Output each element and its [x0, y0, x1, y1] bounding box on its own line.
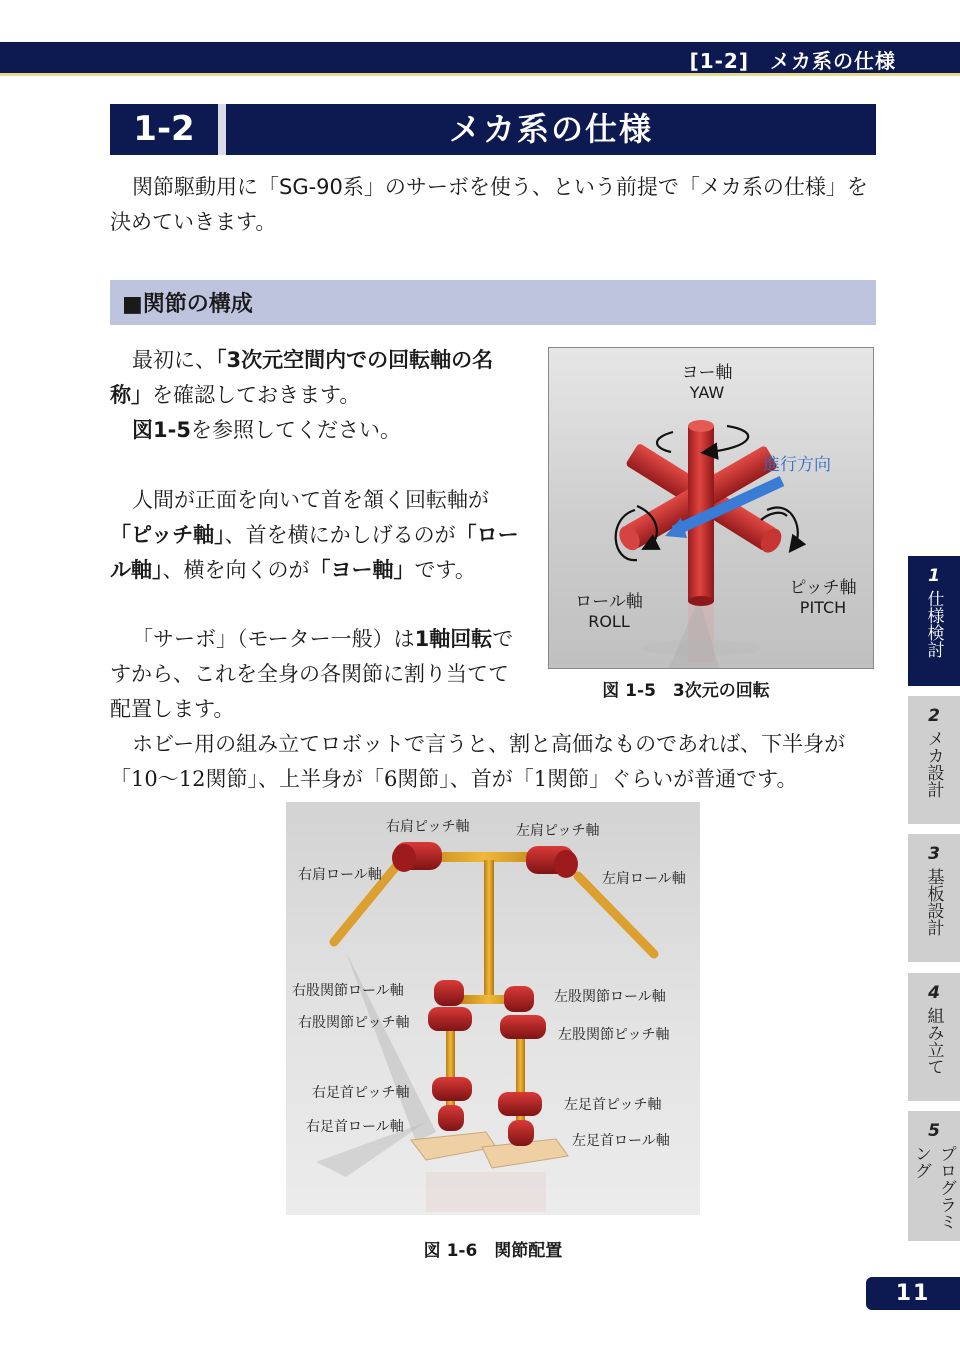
label-right-shoulder-pitch: 右肩ピッチ軸	[386, 819, 470, 835]
figure-joint-layout	[286, 802, 700, 1215]
figure-1-6-caption: 図 1-6 関節配置	[423, 1241, 563, 1261]
section-number: 1-2	[110, 104, 218, 155]
chapter-tab-1[interactable]: 1 仕様検討	[908, 556, 960, 686]
label-right-ankle-roll: 右足首ロール軸	[306, 1119, 404, 1135]
chapter-tab-3[interactable]: 3 基板設計	[908, 834, 960, 962]
roll-label-en: ROLL	[588, 612, 630, 631]
subheading-bar	[110, 280, 876, 325]
paragraph-axes: 人間が正面を向いて首を頷く回転軸が「ピッチ軸」、首を横にかしげるのが「ロール軸」、横を向くのが「ヨー軸」です。	[110, 488, 519, 582]
label-right-hip-pitch: 右股関節ピッチ軸	[298, 1015, 410, 1031]
paragraph-servo: 「サーボ」（モーター一般）は1軸回転ですから、これを全身の各関節に割り当てて配置します。	[110, 627, 514, 721]
label-right-ankle-pitch: 右足首ピッチ軸	[312, 1085, 410, 1101]
forward-direction-label: 進行方向	[763, 455, 831, 475]
label-right-shoulder-roll: 右肩ロール軸	[298, 867, 382, 883]
roll-label-jp: ロール軸	[575, 592, 643, 612]
section-title: メカ系の仕様	[226, 104, 876, 155]
chapter-tab-4[interactable]: 4 組み立て	[908, 973, 960, 1101]
page-number: 11	[866, 1277, 960, 1310]
label-left-hip-roll: 左股関節ロール軸	[554, 989, 666, 1005]
running-head: [1-2] メカ系の仕様	[689, 49, 896, 73]
figure-1-5-caption: 図 1-5 3次元の回転	[602, 681, 770, 701]
yaw-label-en: YAW	[689, 383, 725, 402]
label-left-ankle-roll: 左足首ロール軸	[572, 1133, 670, 1149]
chapter-tab-5[interactable]: 5 プログラミング	[908, 1111, 960, 1241]
pitch-label-en: PITCH	[799, 598, 847, 617]
paragraph-hobby: ホビー用の組み立てロボットで言うと、割と高価なものであれば、下半身が「10〜12関節」、上半身が「6関節」、首が「1関節」ぐらいが普通です。	[110, 732, 846, 791]
label-right-hip-roll: 右股関節ロール軸	[292, 983, 404, 999]
label-left-shoulder-pitch: 左肩ピッチ軸	[516, 823, 600, 839]
label-left-shoulder-roll: 左肩ロール軸	[602, 871, 686, 887]
intro-paragraph: 関節駆動用に「SG-90系」のサーボを使う、という前提で「メカ系の仕様」を決めていきます。	[110, 175, 868, 234]
figure-3d-rotation	[548, 347, 874, 669]
label-left-hip-pitch: 左股関節ピッチ軸	[558, 1027, 670, 1043]
paragraph-figure-ref: 最初に、「3次元空間内での回転軸の名称」を確認しておきます。 図1-5を参照してください。	[110, 348, 494, 442]
pitch-label-jp: ピッチ軸	[789, 578, 857, 598]
label-left-ankle-pitch: 左足首ピッチ軸	[564, 1097, 662, 1113]
yaw-label-jp: ヨー軸	[681, 363, 733, 383]
section-title-divider	[218, 104, 226, 155]
chapter-tab-2[interactable]: 2 メカ設計	[908, 696, 960, 824]
subheading: ■関節の構成	[122, 292, 253, 317]
